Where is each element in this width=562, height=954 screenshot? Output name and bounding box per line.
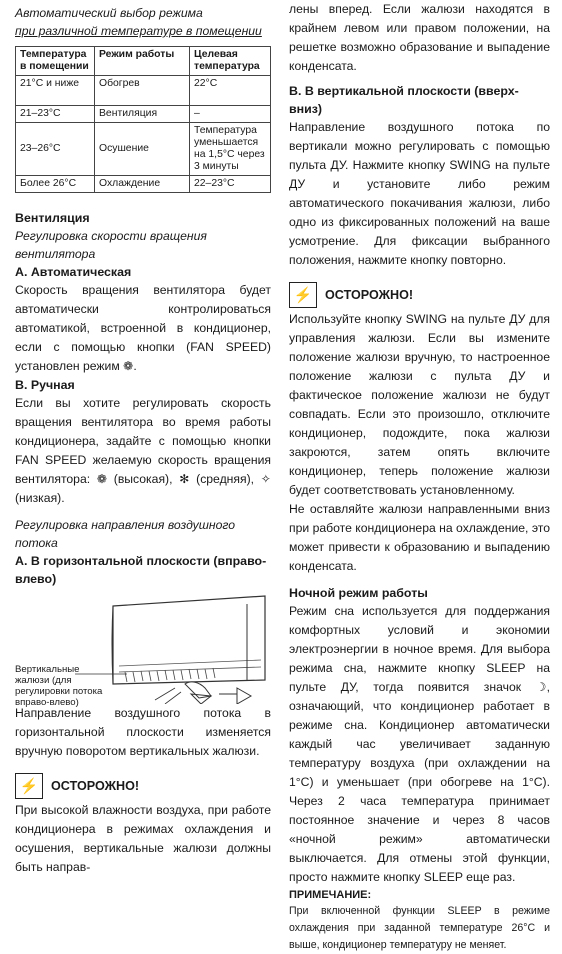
table-header: Целевая температура [190,47,271,76]
horizontal-text: Направление воздушного потока в горизонтальной плоскости изменяется вручную поворотом вертикальных жалюзи. [15,706,271,758]
table-cell: Вентиляция [95,106,190,123]
table-cell: Более 26°С [16,176,95,193]
figure-label: Вертикальные жалюзи (для регулировки потока вправо-влево) [15,664,103,708]
table-cell: Охлаждение [95,176,190,193]
table-header-row [16,47,271,76]
table-header: Режим работы [95,47,190,76]
auto-mode-table [15,46,271,193]
note-text: При включенной функции SLEEP в режиме охлаждения при заданной температуре 26°С и выше, кондиционер температуру не меняет. [289,905,550,951]
warning-title: ОСТОРОЖНО! [325,288,414,302]
table-header: Температура в помещении [16,47,95,76]
manual-text: Если вы хотите регулировать скорость вращения вентилятора во время работы кондиционера, задайте с помощью кнопки FAN SPEED желаемую скорость вращения вентилятора: ❁ (высокая), ✻ (средняя), ✧ (низкая). [15,396,271,505]
manual-title: В. Ручная [15,378,75,392]
warning-header-right [289,282,550,308]
warning-icon: ⚡ [289,282,317,308]
continued-text: лены вперед. Если жалюзи находятся в крайнем левом или правом положении, на решетке возможно образование и выпадение конденсата. [289,2,550,73]
warning-title: ОСТОРОЖНО! [51,779,140,793]
note-title: ПРИМЕЧАНИЕ: [289,889,372,901]
table-cell: 21–23°С [16,106,95,123]
table-cell: Температура уменьшается на 1,5°С через 3 минуты [190,123,271,176]
table-cell: Обогрев [95,76,190,106]
table-title-1: Автоматический выбор режима [15,6,203,20]
ac-figure [15,588,271,708]
table-title-2: при различной температуре в помещении [15,24,262,38]
table-row [16,176,271,193]
warning-text-1: Используйте кнопку SWING на пульте ДУ для управления жалюзи. Если вы измените положение жалюзи вручную, то настроенное положение жалюзи с пульта ДУ и фактическое положение жалюзи не будут совпадать. Если это произошло, отключите кондиционер, подождите, пока жалюзи закроются, затем опять включите кондиционер, теперь положение жалюзи будет соответствовать установленному. [289,312,550,497]
horizontal-title: А. В горизонтальной плоскости (вправо-влево) [15,554,267,586]
warning-text: При высокой влажности воздуха, при работе кондиционера в режимах охлаждения и осушения, вертикальные жалюзи должны быть направ- [15,803,271,874]
warning-icon: ⚡ [15,773,43,799]
table-row [16,106,271,123]
right-column [289,0,550,954]
table-row [16,123,271,176]
vent-title: Вентиляция [15,211,90,225]
night-mode-text: Режим сна используется для поддержания комфортных условий и экономии электроэнергии в ночное время. Для выбора режима сна, нажмите кнопку SLEEP на пульте ДУ, тогда появится значок ☽, означающий, что кондиционер работает в режиме сна. Кондиционер автоматически каждый час увеличивает заданную температуру воздуха (при охлаждении на 1°С) и уменьшает (при обогреве на 1°С). Через 2 часа температура принимает постоянное значение и через 8 часов «ночной режим» автоматически выключается. Для отмены этой функции, просто нажмите кнопку SLEEP еще раз. [289,604,550,884]
vent-subtitle: Регулировка скорости вращения вентилятора [15,229,207,261]
table-cell: 22°С [190,76,271,106]
left-column [15,0,271,877]
vertical-text: Направление воздушного потока по вертикали можно регулировать с помощью пульта ДУ. Нажмите кнопку SWING на пульте ДУ и установите либо режим автоматического покачивания жалюзи, либо одно из фиксированных положений на ваше усмотрение. Для фиксации выбранного положения, нажмите кнопку повторно. [289,120,550,267]
table-cell: 22–23°С [190,176,271,193]
table-cell: Осушение [95,123,190,176]
warning-text-2: Не оставляйте жалюзи направленными вниз при работе кондиционера на охлаждение, это может привести к образованию и выпадению конденсата. [289,502,550,573]
night-mode-title: Ночной режим работы [289,586,428,600]
airflow-subtitle: Регулировка направления воздушного потока [15,518,236,550]
auto-title: А. Автоматическая [15,265,132,279]
table-row [16,76,271,106]
warning-header-left [15,773,271,799]
table-cell: 21°С и ниже [16,76,95,106]
table-cell: – [190,106,271,123]
table-cell: 23–26°С [16,123,95,176]
auto-text: Скорость вращения вентилятора будет автоматически контролироваться автоматикой, встроенной в кондиционер, если с помощью кнопки (FAN SPEED) установлен режим ❁. [15,283,271,373]
vertical-title: В. В вертикальной плоскости (вверх-вниз) [289,84,519,116]
